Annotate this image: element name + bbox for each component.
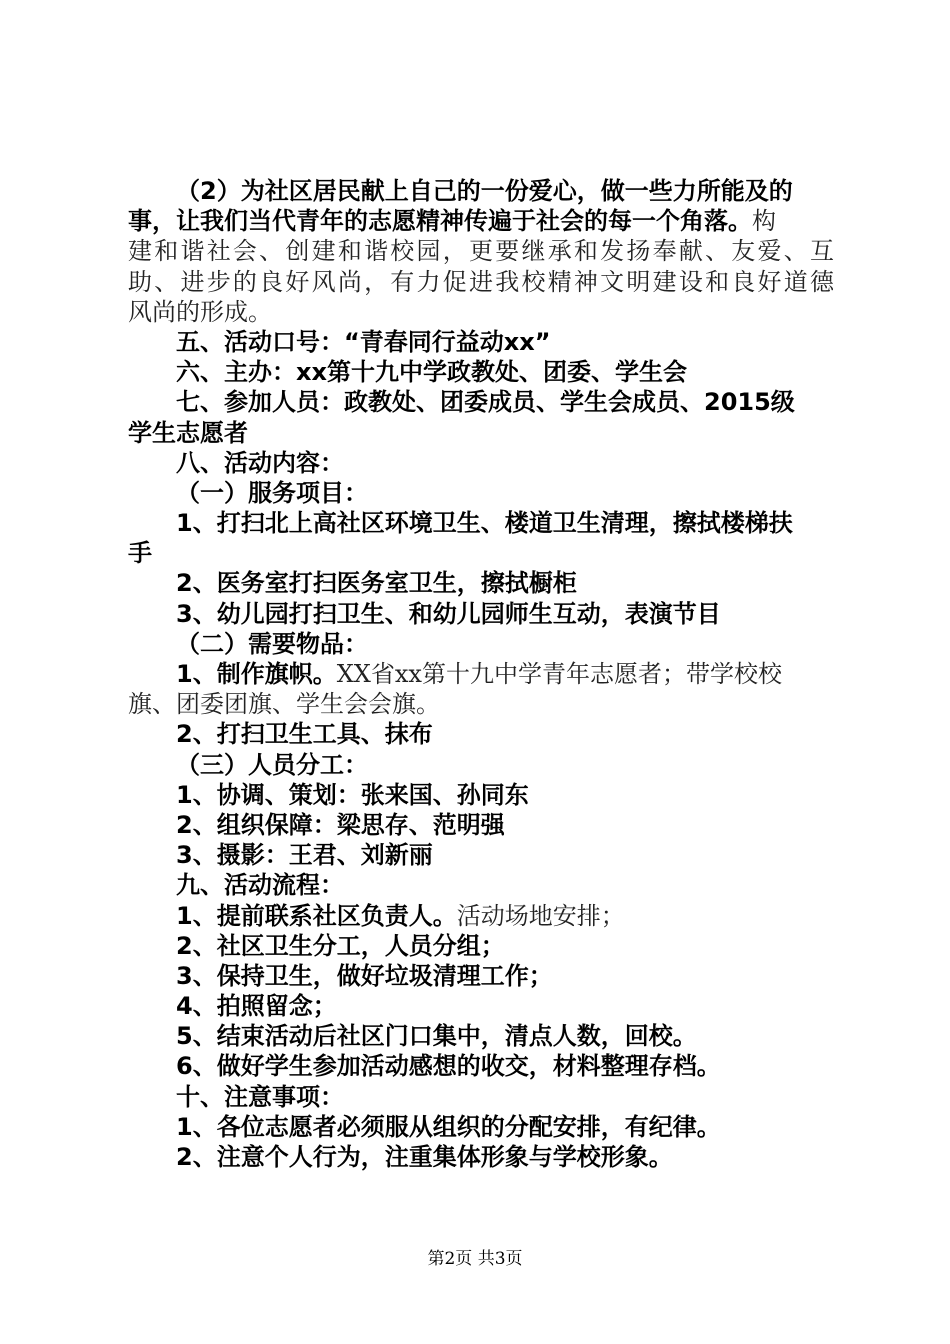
list-item: 3、摄影：王君、刘新丽 bbox=[176, 841, 433, 870]
page-number: 第2页 共3页 bbox=[427, 1249, 523, 1269]
list-item: 4、拍照留念； bbox=[176, 992, 337, 1021]
text-line-3: 建和谐社会、创建和谐校园，更要继承和发扬奉献、友爱、互 bbox=[128, 237, 834, 266]
section-heading-content: 八、活动内容： bbox=[176, 448, 344, 477]
text-line-4: 助、进步的良好风尚，有力促进我校精神文明建设和良好道德 bbox=[128, 267, 834, 296]
list-item: 3、保持卫生，做好垃圾清理工作； bbox=[176, 961, 553, 990]
list-item: 2、打扫卫生工具、抹布 bbox=[176, 720, 433, 749]
list-item: 1、提前联系社区负责人。活动场地安排； bbox=[176, 901, 625, 930]
subsection-heading-services: （一）服务项目： bbox=[176, 478, 368, 507]
text-line-1: （2）为社区居民献上自己的一份爱心，做一些力所能及的 bbox=[176, 177, 793, 205]
list-item-cont: 手 bbox=[128, 539, 152, 568]
list-item: 2、注意个人行为，注重集体形象与学校形象。 bbox=[176, 1143, 673, 1171]
page-footer bbox=[0, 1244, 950, 1269]
section-heading-organizer: 六、主办：xx第十九中学政教处、团委、学生会 bbox=[176, 358, 687, 387]
list-item: 2、组织保障：梁思存、范明强 bbox=[176, 810, 505, 839]
section-heading-process: 九、活动流程： bbox=[176, 871, 344, 900]
text-line-5: 风尚的形成。 bbox=[128, 297, 272, 326]
list-item: 1、制作旗帜。XX省xx第十九中学青年志愿者；带学校校 bbox=[176, 660, 782, 688]
section-heading-notes: 十、注意事项： bbox=[176, 1082, 344, 1111]
list-item: 5、结束活动后社区门口集中，清点人数，回校。 bbox=[176, 1022, 697, 1051]
list-item-cont: 旗、团委团旗、学生会会旗。 bbox=[128, 690, 440, 719]
list-item: 2、社区卫生分工，人员分组； bbox=[176, 931, 505, 960]
document-body bbox=[128, 176, 834, 1172]
list-item: 1、协调、策划：张来国、孙同东 bbox=[176, 780, 529, 809]
subsection-heading-materials: （二）需要物品： bbox=[176, 629, 368, 658]
list-item: 1、打扫北上高社区环境卫生、楼道卫生清理，擦拭楼梯扶 bbox=[176, 509, 793, 538]
text-line-participants-cont: 学生志愿者 bbox=[128, 418, 248, 447]
list-item: 1、各位志愿者必须服从组织的分配安排，有纪律。 bbox=[176, 1112, 721, 1141]
subsection-heading-staff: （三）人员分工： bbox=[176, 750, 368, 779]
text-line-2: 事，让我们当代青年的志愿精神传遍于社会的每一个角落。构 bbox=[128, 207, 776, 236]
list-item: 6、做好学生参加活动感想的收交，材料整理存档。 bbox=[176, 1052, 721, 1081]
list-item: 3、幼儿园打扫卫生、和幼儿园师生互动，表演节目 bbox=[176, 599, 721, 628]
section-heading-participants: 七、参加人员：政教处、团委成员、学生会成员、2015级 bbox=[176, 388, 795, 417]
section-heading-slogan: 五、活动口号：“青春同行益动xx” bbox=[176, 327, 551, 356]
list-item: 2、医务室打扫医务室卫生，擦拭橱柜 bbox=[176, 569, 577, 598]
